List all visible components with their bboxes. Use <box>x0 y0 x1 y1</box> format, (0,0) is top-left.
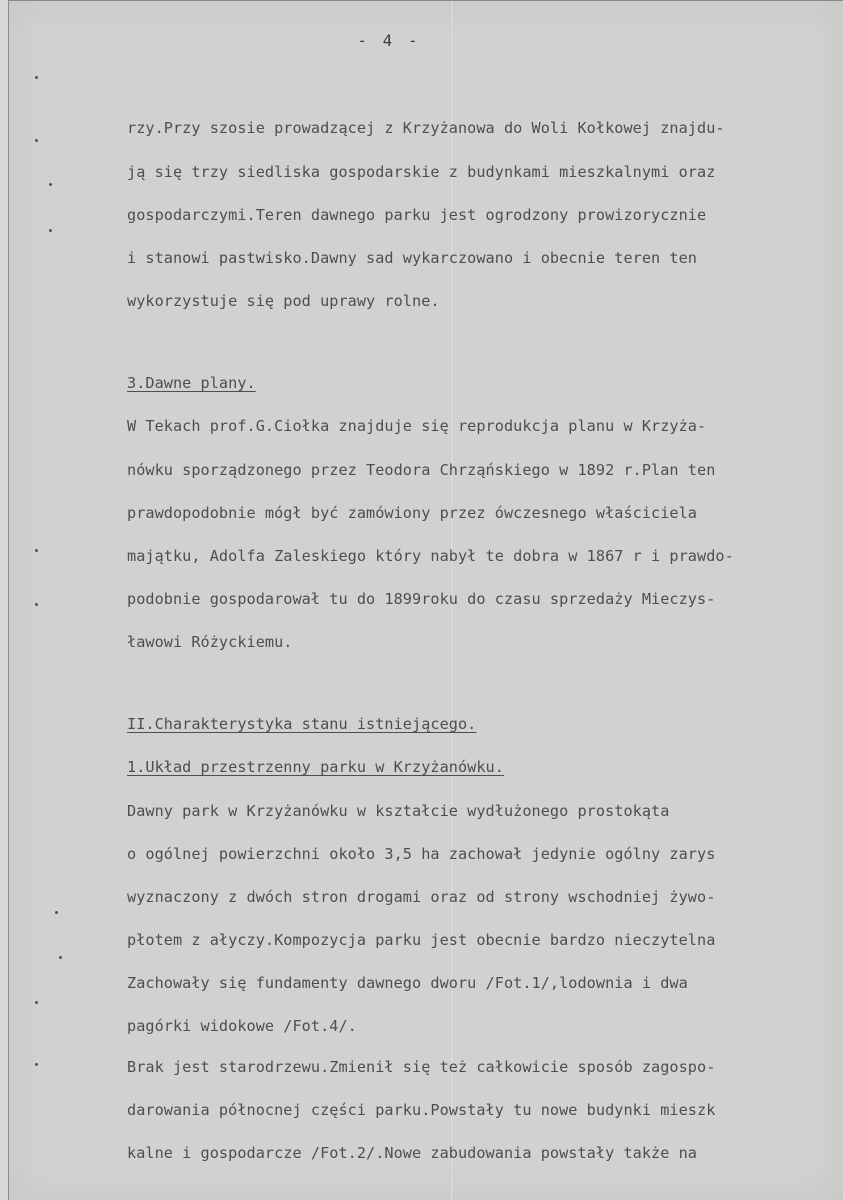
section-heading: 3.Dawne plany. <box>127 374 256 392</box>
text-line: gospodarczymi.Teren dawnego parku jest ogrodzony prowizorycznie <box>127 206 707 224</box>
text-line: ją się trzy siedliska gospodarskie z budynkami mieszkalnymi oraz <box>127 163 716 181</box>
margin-dot <box>55 911 58 914</box>
text-line: majątku, Adolfa Zaleskiego który nabył te dobra w 1867 r i prawdo- <box>127 547 734 565</box>
margin-dot <box>35 76 38 79</box>
text-line: prawdopodobnie mógł być zamówiony przez ówczesnego właściciela <box>127 504 698 522</box>
margin-dot <box>35 1063 38 1066</box>
text-line: i stanowi pastwisko.Dawny sad wykarczowano i obecnie teren ten <box>127 249 698 267</box>
text-line: Zachowały się fundamenty dawnego dworu /Fot.1/,lodownia i dwa <box>127 974 688 992</box>
text-line: podobnie gospodarował tu do 1899roku do czasu sprzedaży Mieczys- <box>127 590 716 608</box>
scanned-page <box>8 0 843 1200</box>
text-line: wykorzystuje się pod uprawy rolne. <box>127 292 440 310</box>
text-line: ławowi Różyckiemu. <box>127 633 293 651</box>
text-line: płotem z ałyczy.Kompozycja parku jest obecnie bardzo nieczytelna <box>127 931 716 949</box>
text-line: W Tekach prof.G.Ciołka znajduje się reprodukcja planu w Krzyża- <box>127 417 707 435</box>
text-line: Brak jest starodrzewu.Zmienił się też całkowicie sposób zagospo- <box>127 1058 716 1076</box>
margin-dot <box>49 183 52 186</box>
margin-dot <box>49 229 52 232</box>
text-line: rzy.Przy szosie prowadzącej z Krzyżanowa do Woli Kołkowej znajdu- <box>127 119 725 137</box>
text-line: kalne i gospodarcze /Fot.2/.Nowe zabudowania powstały także na <box>127 1144 698 1162</box>
text-line: wyznaczony z dwóch stron drogami oraz od strony wschodniej żywo- <box>127 888 716 906</box>
text-line: o ogólnej powierzchni około 3,5 ha zachował jedynie ogólny zarys <box>127 845 716 863</box>
text-line: darowania północnej części parku.Powstały tu nowe budynki mieszk <box>127 1101 716 1119</box>
section-subheading: 1.Układ przestrzenny parku w Krzyżanówku. <box>127 758 504 776</box>
chapter-heading: II.Charakterystyka stanu istniejącego. <box>127 715 477 733</box>
text-line: pagórki widokowe /Fot.4/. <box>127 1017 357 1035</box>
margin-dot <box>35 603 38 606</box>
margin-dot <box>35 549 38 552</box>
margin-dot <box>35 139 38 142</box>
page-number: - 4 - <box>357 31 421 50</box>
text-line: Dawny park w Krzyżanówku w kształcie wydłużonego prostokąta <box>127 802 670 820</box>
text-line: nówku sporządzonego przez Teodora Chrząńskiego w 1892 r.Plan ten <box>127 461 716 479</box>
margin-dot <box>59 956 62 959</box>
margin-dot <box>35 1001 38 1004</box>
